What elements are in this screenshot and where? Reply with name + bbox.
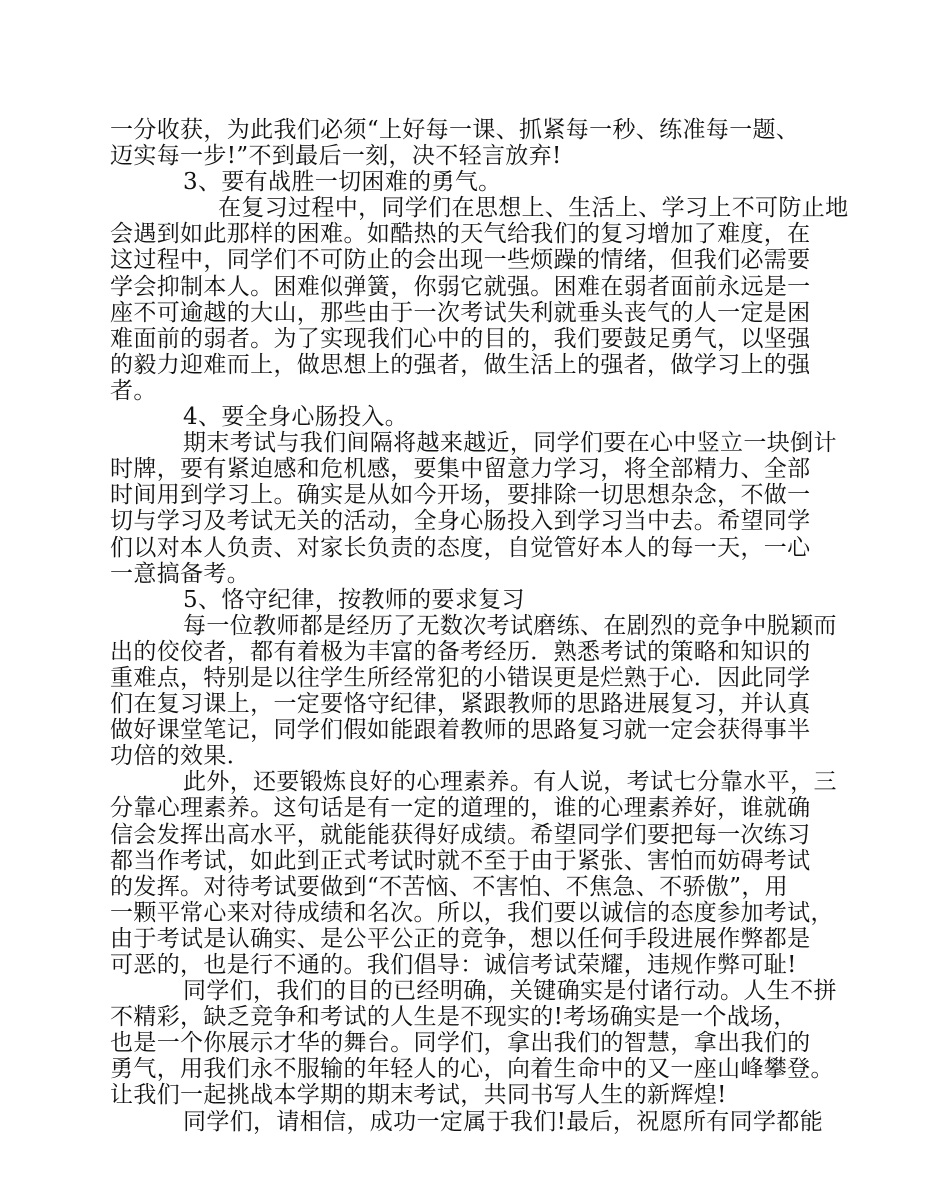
text-line: 切与学习及考试无关的活动，全身心肠投入到学习当中去。希望同学 <box>110 508 811 535</box>
text-line: 让我们一起挑战本学期的期末考试，共同书写人生的新辉煌! <box>110 1082 727 1109</box>
text-line: 此外，还要锻炼良好的心理素养。有人说，考试七分靠水平，三 <box>183 769 837 796</box>
text-line: 不精彩，缺乏竞争和考试的人生是不现实的!考场确实是一个战场， <box>110 1004 797 1031</box>
text-line: 信会发挥出高水平，就能能获得好成绩。希望同学们要把每一次练习 <box>110 821 811 848</box>
document-page <box>110 117 848 1135</box>
text-line: 出的佼佼者，都有着极为丰富的备考经历．熟悉考试的策略和知识的 <box>110 638 811 665</box>
text-line: 3、要有战胜一切困难的勇气。 <box>183 169 502 196</box>
text-line: 都当作考试，如此到正式考试时就不至于由于紧张、害怕而妨碍考试 <box>110 847 811 874</box>
text-line: 由于考试是认确实、是公平公正的竞争，想以任何手段进展作弊都是 <box>110 925 811 952</box>
text-line: 们在复习课上，一定要恪守纪律，紧跟教师的思路进展复习，并认真 <box>110 691 811 718</box>
text-line: 一意搞备考。 <box>110 560 251 587</box>
text-line: 时牌，要有紧迫感和危机感，要集中留意力学习，将全部精力、全部 <box>110 456 811 483</box>
text-line: 重难点，特别是以往学生所经常犯的小错误更是烂熟于心．因此同学 <box>110 664 811 691</box>
text-line: 一颗平常心来对待成绩和名次。所以，我们要以诚信的态度参加考试， <box>110 899 834 926</box>
text-line: 座不可逾越的大山，那些由于一次考试失利就垂头丧气的人一定是困 <box>110 299 811 326</box>
text-line: 做好课堂笔记，同学们假如能跟着教师的思路复习就一定会获得事半 <box>110 717 811 744</box>
text-line: 勇气，用我们永不服输的年轻人的心，向着生命中的又一座山峰攀登。 <box>110 1056 834 1083</box>
text-line: 难面前的弱者。为了实现我们心中的目的，我们要鼓足勇气，以坚强 <box>110 325 811 352</box>
text-line: 4、要全身心肠投入。 <box>183 404 409 431</box>
text-line: 同学们，请相信，成功一定属于我们!最后，祝愿所有同学都能 <box>183 1108 824 1135</box>
text-line: 的毅力迎难而上，做思想上的强者，做生活上的强者，做学习上的强 <box>110 351 811 378</box>
text-line: 也是一个你展示才华的舞台。同学们，拿出我们的智慧，拿出我们的 <box>110 1030 811 1057</box>
text-line: 分靠心理素养。这句话是有一定的道理的，谁的心理素养好，谁就确 <box>110 795 811 822</box>
text-line: 者。 <box>110 377 157 404</box>
text-line: 这过程中，同学们不可防止的会出现一些烦躁的情绪，但我们必需要 <box>110 247 811 274</box>
text-line: 学会抑制本人。困难似弹簧，你弱它就强。困难在弱者面前永远是一 <box>110 273 811 300</box>
text-line: 一分收获，为此我们必须“上好每一课、抓紧每一秒、练准每一题、 <box>110 117 800 143</box>
text-line: 在复习过程中，同学们在思想上、生活上、学习上不可防止地 <box>218 195 849 222</box>
text-line: 期末考试与我们间隔将越来越近，同学们要在心中竖立一块倒计 <box>183 430 837 457</box>
text-line: 同学们，我们的目的已经明确，关键确实是付诸行动。人生不拼 <box>183 978 837 1005</box>
text-line: 每一位教师都是经历了无数次考试磨练、在剧烈的竞争中脱颖而 <box>183 612 837 639</box>
text-line: 迈实每一步!”不到最后一刻，决不轻言放弃! <box>110 143 562 170</box>
text-line: 5、恪守纪律，按教师的要求复习 <box>183 586 525 613</box>
text-line: 们以对本人负责、对家长负责的态度，自觉管好本人的每一天，一心 <box>110 534 811 561</box>
text-line: 的发挥。对待考试要做到“不苦恼、不害怕、不焦急、不骄傲”，用 <box>110 873 789 900</box>
text-line: 功倍的效果． <box>110 743 251 770</box>
text-line: 会遇到如此那样的困难。如酷热的天气给我们的复习增加了难度，在 <box>110 221 811 248</box>
text-line: 时间用到学习上。确实是从如今开场，要排除一切思想杂念，不做一 <box>110 482 811 509</box>
text-line: 可恶的，也是行不通的。我们倡导：诚信考试荣耀，违规作弊可耻! <box>110 952 797 978</box>
